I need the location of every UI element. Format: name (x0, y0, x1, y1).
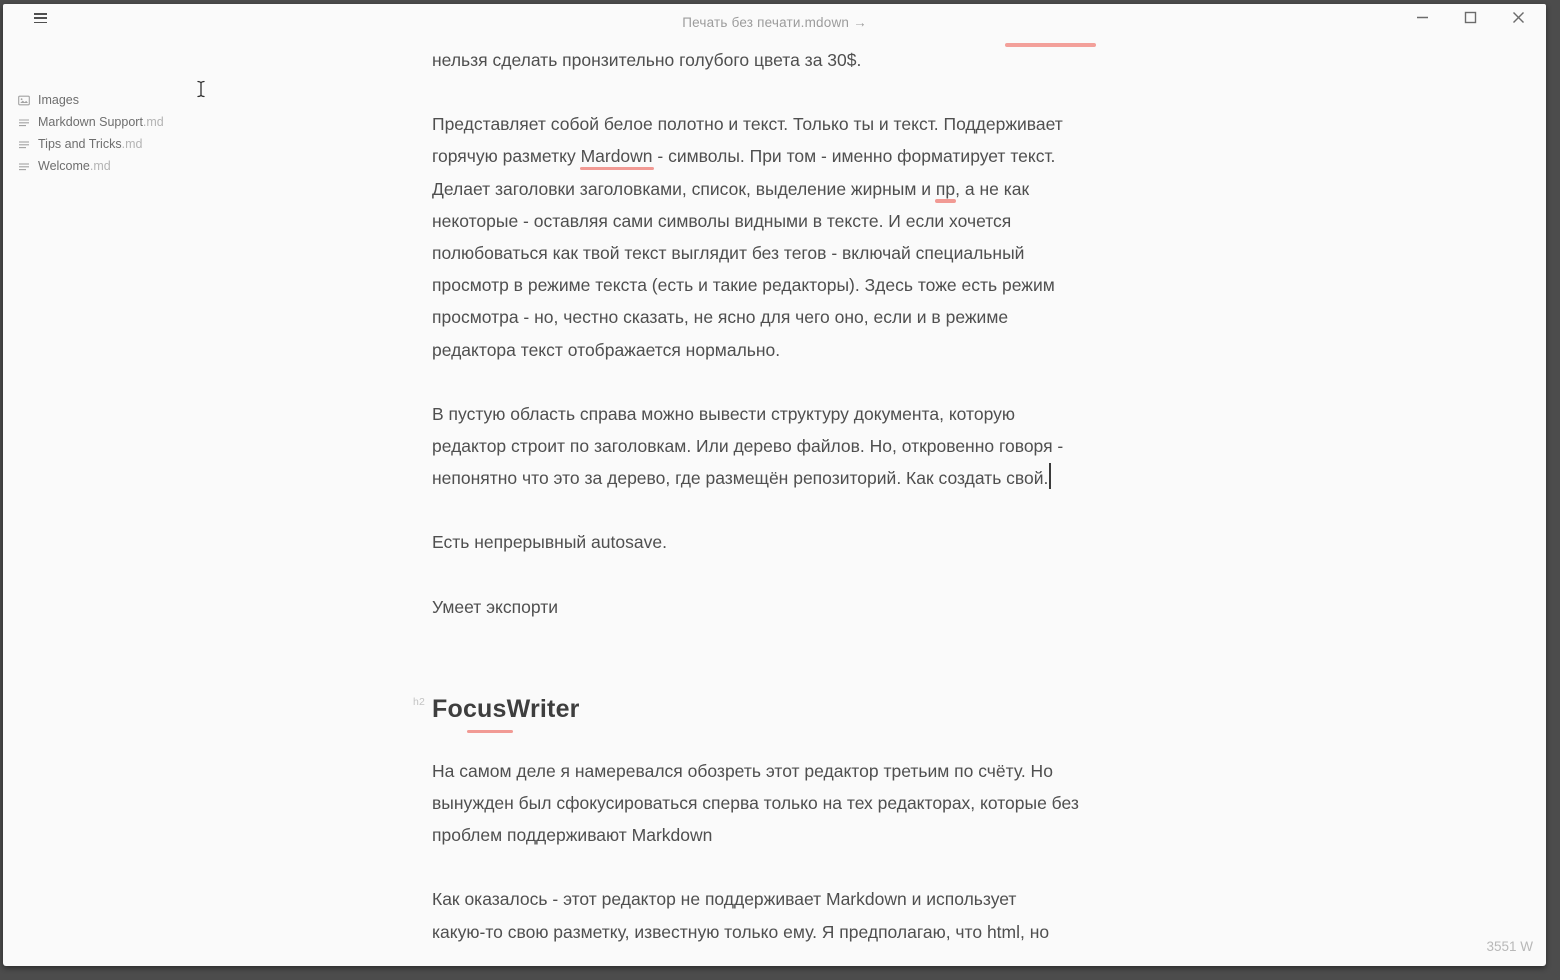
misspelled-word[interactable]: пр (935, 178, 956, 199)
file-name: Images (38, 93, 79, 107)
file-extension: .md (89, 159, 111, 173)
close-icon (1512, 11, 1525, 24)
text-line: проблем поддерживают Markdown (432, 825, 713, 846)
text-line (432, 462, 1108, 494)
text-line: какую-то свою разметку, известную только ему. Я предполагаю, что html, но (432, 921, 1050, 942)
text-line: нельзя сделать пронзительно голубого цвета за 30$. (432, 50, 862, 70)
text-line: Представляет собой белое полотно и текст. Только ты и текст. Поддерживает (432, 114, 1063, 135)
file-extension: .md (121, 137, 143, 151)
maximize-button[interactable] (1462, 9, 1479, 26)
text-line: полюбоваться как твой текст выглядит без тегов - включай специальный (432, 243, 1025, 264)
heading-focuswriter[interactable] (413, 691, 1108, 727)
paragraph[interactable] (432, 108, 1108, 366)
heading-text: FocusWriter (432, 694, 580, 723)
text-segment: - символы. При том - именно форматирует текст. (652, 146, 1056, 167)
window-controls (1414, 9, 1527, 26)
text-line (432, 140, 1108, 172)
editor-content[interactable] (413, 44, 1108, 948)
sidebar-item-markdown-support[interactable] (18, 111, 248, 133)
text-line: просмотр в режиме текста (есть и такие редакторы). Здесь тоже есть режим (432, 275, 1055, 296)
mouse-cursor-ibeam-icon (195, 80, 207, 103)
text-line: редактора текст отображается нормально. (432, 339, 781, 360)
paragraph[interactable] (432, 44, 1108, 76)
file-text-icon (18, 116, 30, 128)
text-line: некоторые - оставляя сами символы видными в тексте. И если хочется (432, 210, 1012, 231)
text-line: просмотра - но, честно сказать, не ясно для чего оно, если и в режиме (432, 307, 1009, 328)
file-text-icon (18, 160, 30, 172)
file-extension: .md (142, 115, 164, 129)
file-name: Tips and Tricks (38, 137, 122, 151)
spellcheck-underline (467, 730, 513, 734)
file-text-icon (18, 138, 30, 150)
text-segment: горячую разметку (432, 146, 581, 167)
file-name: Markdown Support (38, 115, 143, 129)
sidebar-item-welcome[interactable] (18, 155, 248, 177)
text-line: На самом деле я намеревался обозреть этот редактор третьим по счёту. Но (432, 760, 1053, 781)
window-frame (3, 4, 1546, 966)
text-line (432, 173, 1108, 205)
text-segment: непонятно что это за дерево, где размещён репозиторий. Как создать свой. (432, 468, 1049, 489)
text-line: В пустую область справа можно вывести структуру документа, которую (432, 403, 1015, 424)
text-line: Умеет экспорти (432, 596, 559, 617)
paragraph[interactable] (432, 883, 1108, 947)
paragraph[interactable] (432, 755, 1108, 852)
text-line: вынужден был сфокусироваться сперва только на тех редакторах, которые без (432, 793, 1079, 814)
text-line: Как оказалось - этот редактор не поддерживает Markdown и использует (432, 889, 1017, 910)
h2-tag-label: h2 (413, 695, 426, 708)
minimize-icon (1416, 11, 1429, 24)
file-name: Welcome (38, 159, 90, 173)
text-caret (1049, 463, 1051, 489)
titlebar (3, 4, 1546, 34)
text-segment: , а не как (955, 178, 1030, 199)
minimize-button[interactable] (1414, 9, 1431, 26)
sidebar-item-tips-and-tricks[interactable] (18, 133, 248, 155)
close-button[interactable] (1510, 9, 1527, 26)
file-sidebar (18, 89, 248, 177)
paragraph[interactable] (432, 398, 1108, 495)
misspelled-word[interactable]: Mardown (580, 146, 653, 167)
text-line: редактор строит по заголовкам. Или дерево файлов. Но, откровенно говоря - (432, 436, 1064, 457)
sidebar-item-images[interactable] (18, 89, 248, 111)
folder-images-icon (18, 94, 30, 106)
paragraph[interactable] (432, 591, 1108, 623)
text-segment: Делает заголовки заголовками, список, выделение жирным и (432, 178, 936, 199)
maximize-icon (1464, 11, 1477, 24)
window-title: Печать без печати.mdown → (682, 15, 867, 30)
word-count[interactable]: 3551 W (1486, 939, 1533, 954)
text-line: Есть непрерывный autosave. (432, 532, 667, 553)
paragraph[interactable] (432, 526, 1108, 558)
